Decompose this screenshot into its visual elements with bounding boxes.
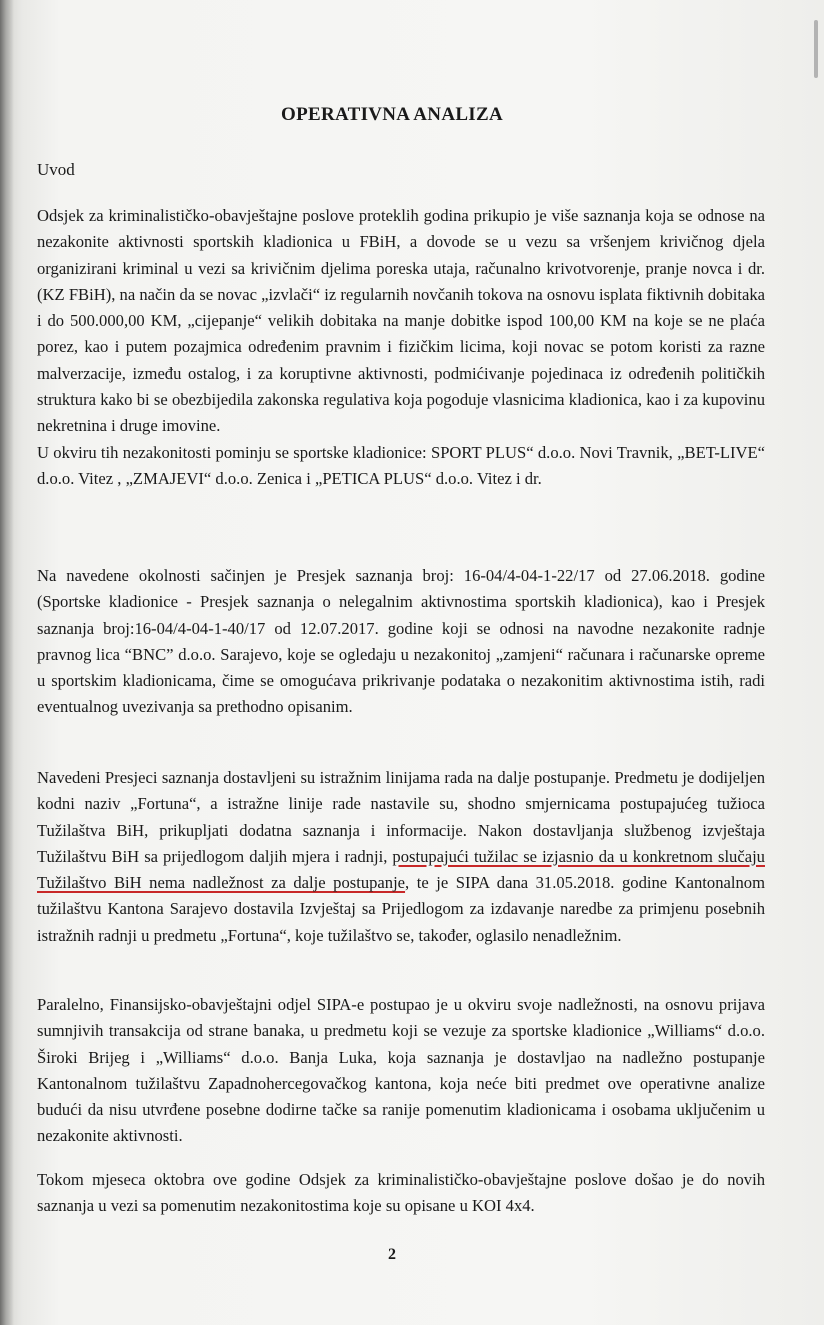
underlined-text: postupajući tužilac se izjasnio da u konkretnom slučaju Tužilaštvo BiH nema nadležnost za dalje postupanje	[37, 846, 765, 893]
paragraph-text: Navedeni Presjeci saznanja dostavljeni su istražnim linijama rada na dalje postupanje. Predmetu je dodijeljen kodni naziv „Fortuna“, a istražne linije rade nastavile su, shodno smjernicama postupajućeg tužioca Tužilaštva BiH, prikupljati dodatna saznanja i informacije. Nakon dostavljanja službenog izvještaja Tužilaštvu BiH sa prijedlogom daljih mjera i radnji,	[37, 768, 765, 866]
page-number: 2	[388, 1246, 396, 1263]
paragraph-intro	[37, 203, 765, 492]
scrollbar-thumb[interactable]	[814, 20, 818, 78]
paragraph-oktobar: Tokom mjeseca oktobra ove godine Odsjek za kriminalističko-obavještajne poslove došao je do novih saznanja u vezi sa pomenutim nezakonitostima koje su opisane u KOI 4x4.	[37, 1170, 765, 1216]
paragraph-fortuna	[37, 765, 765, 949]
paragraph-presjek: Na navedene okolnosti sačinjen je Presjek saznanja broj: 16-04/4-04-1-22/17 od 27.06.2018. godine (Sportske kladionice - Presjek saznanja o nelegalnim aktivnostima sportskih kladionica), kao i Presjek saznanja broj:16-04/4-04-1-40/17 od 12.07.2017. godine koji se odnosi na navodne nezakonite radnje pravnog lica “BNC” d.o.o. Sarajevo, koje se ogledaju u nezakonitoj „zamjeni“ računara i računarske opreme u sportskim kladionicama, čime se omogućava prikrivanje podataka o nezakonitim aktivnostima istih, radi eventualnog uvezivanja sa prethodno opisanim.	[37, 566, 765, 717]
paragraph-williams: Paralelno, Finansijsko-obavještajni odjel SIPA-e postupao je u okviru svoje nadležnosti, na osnovu prijava sumnjivih transakcija od strane banaka, u predmetu koji se vezuje za sportske kladionice „Williams“ d.o.o. Široki Brijeg i „Williams“ d.o.o. Banja Luka, koja saznanja je dostavljao na nadležno postupanje Kantonalnom tužilaštvu Zapadnohercegovačkog kantona, koja neće biti predmet ove operativne analize budući da nisu utvrđene posebne dodirne tačke sa ranije pomenutim kladionicama i osobama uključenim u nezakonite aktivnosti.	[37, 995, 765, 1146]
paragraph-text: Odsjek za kriminalističko-obavještajne poslove proteklih godina prikupio je više saznanja koja se odnose na nezakonite aktivnosti sportskih kladionica u FBiH, a dovode se u vezu sa vršenjem krivičnog djela organizirani kriminal u vezi sa krivičnim djelima poreska utaja, računalno krivotvorenje, pranje novca i dr. (KZ FBiH), na način da se novac „izvlači“ iz regularnih novčanih tokova na osnovu isplata fiktivnih dobitaka i do 500.000,00 KM, „cijepanje“ velikih dobitaka na manje dobitke ispod 100,00 KM na koje se ne plaća porez, kao i putem pozajmica određenim pravnim i fizičkim licima, koji novac se potom koristi za razne malverzacije, između ostalog, i za koruptivne aktivnosti, podmićivanje pojedinaca iz određenih političkih struktura kako bi se obezbijedila zakonska regulativa koja pogoduje vlasnicima kladionica, kao i za kupovinu nekretnina i druge imovine.	[37, 206, 765, 436]
paragraph-text: U okviru tih nezakonitosti pominju se sportske kladionice: SPORT PLUS“ d.o.o. Novi Travnik, „BET-LIVE“ d.o.o. Vitez , „ZMAJEVI“ d.o.o. Zenica i „PETICA PLUS“ d.o.o. Vitez i dr.	[37, 442, 765, 488]
page-edge-shadow	[0, 0, 14, 1325]
document-title: OPERATIVNA ANALIZA	[281, 104, 503, 125]
section-heading: Uvod	[37, 160, 75, 179]
paragraph-text: , te je SIPA dana 31.05.2018. godine Kantonalnom tužilaštvu Kantona Sarajevo dostavila Izvještaj sa Prijedlogom za izdavanje naredbe za primjenu posebnih istražnih radnji u predmetu „Fortuna“, koje tužilaštvo se, također, oglasilo nenadležnim.	[37, 873, 765, 945]
